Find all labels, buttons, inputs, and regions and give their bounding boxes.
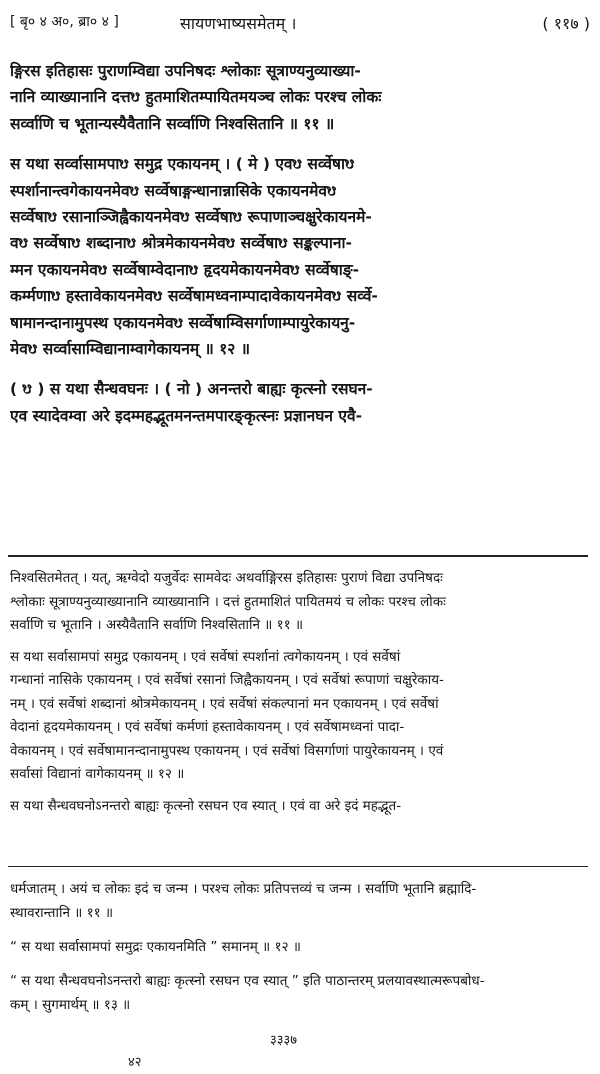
paragraph-gap: [10, 362, 592, 376]
text-line: षामानन्दानामुपस्थ एकायनमेवᳪ सर्व्वेषाम्विसर्गाणाम्पायुरेकायनु-: [10, 313, 356, 332]
text-line: एव स्यादेवम्वा अरे इदम्महद्भूतमनन्तमपारङ्कृत्स्नः प्रज्ञानघन एवै-: [10, 406, 363, 425]
text-line: म्मन एकायनमेवᳪ सर्व्वेषाम्वेदानाᳪ हृदयमेकायनमेवᳪ सर्व्वेषाङ्-: [10, 260, 360, 279]
bhashya-text: [10, 567, 592, 818]
paragraph-gap: [10, 787, 592, 795]
paragraph-gap: [10, 959, 592, 969]
paragraph-gap: [10, 137, 592, 151]
text-line: स यथा सर्व्वासामपाᳪ समुद्र एकायनम् । ( मे ) एवᳪ सर्व्वेषाᳪ: [10, 155, 355, 174]
text-line: कम् । सुगमार्थम् ॥ १३ ॥: [10, 997, 131, 1013]
divider-rule: [8, 555, 588, 557]
text-line: ( ᳪ ) स यथा सैन्धवघनः । ( नो ) अनन्तरो बाह्यः कृत्स्नो रसघन-: [10, 380, 373, 399]
running-title: सायणभाष्यसमेतम् ।: [180, 14, 297, 33]
paragraph-gap: [10, 638, 592, 646]
text-line: “ स यथा सैन्धवघनोऽनन्तरो बाह्यः कृत्स्नो रसघन एव स्यात् ” इति पाठान्तरम् प्रलयावस्थात्मरूपबोध-: [10, 973, 485, 989]
text-line: सर्वाणि च भूतानि । अस्यैवैतानि सर्वाणि निश्वसितानि ॥ ११ ॥: [10, 617, 304, 633]
text-line: नानि व्याख्यानानि दत्तᳪ हुतमाशितम्पायितमयञ्च लोकः परश्च लोकः: [10, 88, 382, 107]
text-line: ङ्गिरस इतिहासः पुराणम्विद्या उपनिषदः श्लोकाः सूत्राण्यनुव्याख्या-: [10, 62, 361, 80]
text-line: कर्म्मणाᳪ हस्तावेकायनमेवᳪ सर्व्वेषामध्वनाम्पादावेकायनमेवᳪ सर्व्वे-: [10, 287, 378, 306]
chapter-reference: [ बृ० ४ अ०, ब्रा० ४ ]: [10, 14, 119, 30]
page-number-bottom: ३३३७: [270, 1033, 298, 1048]
text-line: सर्व्वेषाᳪ रसानाञ्जिह्वैकायनमेवᳪ सर्व्वेषाᳪ रूपाणाञ्चक्षुरेकायनमे-: [10, 207, 372, 226]
text-line: स यथा सैन्धवघनोऽनन्तरो बाह्यः कृत्स्नो रसघन एव स्यात् । एवं वा अरे इदं महद्भूत-: [10, 797, 402, 814]
text-line: गन्धानां नासिके एकायनम् । एवं सर्वेषां रसानां जिह्वैकायनम् । एवं सर्वेषां रूपाणां चक्षुरेकाय-: [10, 672, 444, 688]
text-line: स्थावरान्तानि ॥ ११ ॥: [10, 905, 114, 921]
text-line: वᳪ सर्व्वेषाᳪ शब्दानाᳪ श्रोत्रमेकायनमेवᳪ सर्व्वेषाᳪ सङ्कल्पाना-: [10, 234, 352, 253]
sheet-signature: ४२: [128, 1055, 142, 1070]
page-number-top: ( ११७ ): [542, 14, 590, 33]
text-line: निश्वसितमेतत् । यत्, ऋग्वेदो यजुर्वेदः सामवेदः अथर्वाङ्गिरस इतिहासः पुराणं विद्या उपनिषदः: [10, 570, 443, 586]
text-line: स यथा सर्वासामपां समुद्र एकायनम् । एवं सर्वेषां स्पर्शानां त्वगेकायनम् । एवं सर्वेषां: [10, 648, 401, 665]
divider-rule: [8, 866, 588, 867]
text-line: सर्व्वाणि च भूतान्यस्यैवैतानि सर्व्वाणि निश्वसितानि ॥ ११ ॥: [10, 114, 335, 133]
running-header: [10, 12, 590, 38]
paragraph-gap: [10, 925, 592, 935]
text-line: मेवᳪ सर्व्वासाम्विद्यानाम्वागेकायनम् ॥ १२ ॥: [10, 339, 251, 358]
mantra-text: [10, 58, 592, 429]
text-line: धर्मजातम् । अयं च लोकः इदं च जन्म । परश्च लोकः प्रतिपत्तव्यं च जन्म । सर्वाणि भूतानि ब्रह्मादि-: [10, 881, 477, 897]
text-line: नम् । एवं सर्वेषां शब्दानां श्रोत्रमेकायनम् । एवं सर्वेषां संकल्पानां मन एकायनम् । एवं सर्वेषां: [10, 695, 439, 712]
text-line: श्लोकाः सूत्राण्यनुव्याख्यानानि व्याख्यानानि । दत्तं हुतमाशितं पायितमयं च लोकः परश्च लोकः: [10, 593, 446, 610]
text-line: सर्वासां विद्यानां वागेकायनम् ॥ १२ ॥: [10, 766, 185, 782]
text-line: स्पर्शानान्त्वगेकायनमेवᳪ सर्व्वेषाङ्गन्धानान्नासिके एकायनमेवᳪ: [10, 181, 337, 200]
text-line: वेदानां हृदयमेकायनम् । एवं सर्वेषां कर्मणां हस्तावेकायनम् । एवं सर्वेषामध्वनां पादा-: [10, 719, 405, 735]
text-line: “ स यथा सर्वासामपां समुद्रः एकायनमिति ” समानम् ॥ १२ ॥: [10, 939, 301, 955]
text-line: वेकायनम् । एवं सर्वेषामानन्दानामुपस्थ एकायनम् । एवं सर्वेषां विसर्गाणां पायुरेकायनम् । एवं: [10, 742, 444, 759]
tika-text: [10, 877, 592, 1017]
